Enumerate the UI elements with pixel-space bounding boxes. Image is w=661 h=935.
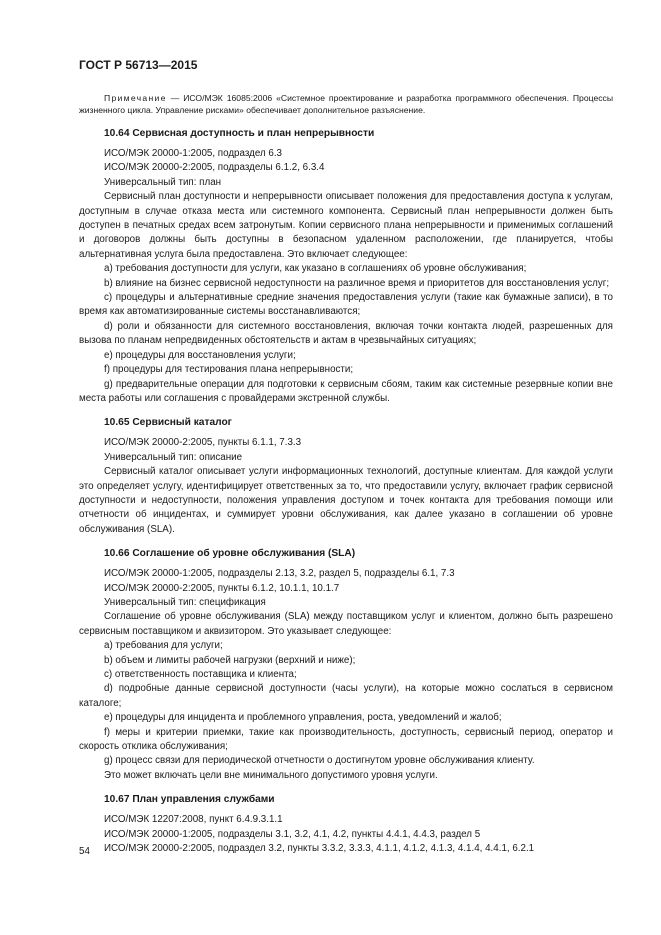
page-content [79, 92, 613, 856]
note-text: — ИСО/МЭК 16085:2006 «Системное проектирование и разработка программного обеспечения. Процессы жизненного цикла. Управление рисками» обеспечивает дополнительное разъяснение. [79, 93, 613, 115]
document-header: ГОСТ Р 56713—2015 [79, 58, 198, 72]
list-item: f) процедуры для тестирования плана непрерывности; [104, 364, 354, 376]
section-title: 10.65 Сервисный каталог [104, 417, 232, 429]
paragraph: ИСО/МЭК 20000-2:2005, подразделы 6.1.2, 6.3.4 [104, 162, 325, 174]
paragraph: ИСО/МЭК 20000-1:2005, подразделы 3.1, 3.2, 4.1, 4.2, пункты 4.4.1, 4.4.3, раздел 5 [104, 828, 481, 840]
list-item: а) требования для услуги; [104, 640, 223, 652]
section-10-65 [79, 416, 613, 537]
list-item: c) процедуры и альтернативные средние значения предоставления услуги (такие как бумажные записи), в то время как автоматизированные системы восстанавливаются; [79, 292, 613, 318]
list-item: b) влияние на бизнес сервисной недоступности на различное время и приоритетов для восстановления услуг; [104, 277, 610, 289]
list-item: c) ответственность поставщика и клиента; [104, 669, 297, 680]
list-item: g) процесс связи для периодической отчетности о достигнутом уровне обслуживания клиенту. [104, 755, 535, 767]
section-10-64 [79, 127, 613, 406]
paragraph: Сервисный каталог описывает услуги информационных технологий, доступные клиентам. Для каждой услуги это определяет услугу, идентифицирует ответственных за то, что предоставили услугу, включает график сервисной доступности и недоступности, положения управления доступом и точек контакта для требования помощи или отчетности об инцидентах, и суммирует уровни обслуживания, как далее указано в соглашении об уровне обслуживания (SLA). [79, 466, 613, 535]
page-number: 54 [79, 846, 90, 857]
list-item: d) подробные данные сервисной доступности (часы услуги), на которые можно сослаться в сервисном каталоге; [79, 683, 613, 709]
section-title: 10.66 Соглашение об уровне обслуживания (SLA) [104, 548, 356, 560]
list-item: e) процедуры для восстановления услуги; [104, 349, 296, 361]
paragraph: ИСО/МЭК 12207:2008, пункт 6.4.9.3.1.1 [104, 814, 283, 826]
paragraph: ИСО/МЭК 20000-2:2005, подраздел 3.2, пункты 3.3.2, 3.3.3, 4.1.1, 4.1.2, 4.1.3, 4.1.4, 4.4.1, 6.2.1 [104, 843, 535, 855]
list-item: b) объем и лимиты рабочей нагрузки (верхний и ниже); [104, 654, 356, 666]
list-item: f) меры и критерии приемки, такие как производительность, доступность, сервисный период, оператор и скорость отклика обслуживания; [79, 726, 613, 753]
paragraph: Это может включать цели вне минимального допустимого уровня услуги. [104, 769, 438, 781]
paragraph: Сервисный план доступности и непрерывности описывает положения для предоставления доступа к услугам, доступным в случае отказа места или системного компонента. Сервисный план непрерывности должен быть доступен в печатных средах всем затронутым. Копии сервисного плана непрерывности и применимых соглашений и договоров должны быть доступны в безопасном удаленном расположении, где планируется, чтобы альтернативная услуга была предоставлена. Это включает следующее: [79, 191, 613, 260]
section-10-67 [79, 793, 613, 856]
paragraph: ИСО/МЭК 20000-2:2005, пункты 6.1.2, 10.1.1, 10.1.7 [104, 582, 340, 594]
paragraph: ИСО/МЭК 20000-1:2005, подразделы 2.13, 3.2, раздел 5, подразделы 6.1, 7.3 [104, 568, 455, 580]
paragraph: Универсальный тип: спецификация [104, 596, 266, 608]
paragraph: Соглашение об уровне обслуживания (SLA) между поставщиком услуг и клиентом, должно быть разрешено сервисным поставщиком и аквизитором. Это указывает следующее: [79, 611, 613, 637]
list-item: g) предварительные операции для подготовки к сервисным сбоям, таким как системные резервные копии вне места работы или соглашения с провайдерами экстренной службы. [79, 378, 613, 404]
list-item: а) требования доступности для услуги, как указано в соглашениях об уровне обслуживания; [104, 263, 527, 275]
section-10-66 [79, 547, 613, 783]
note [79, 92, 613, 116]
section-title: 10.64 Сервисная доступность и план непрерывности [104, 128, 375, 139]
section-title: 10.67 План управления службами [104, 794, 275, 806]
paragraph: Универсальный тип: описание [104, 451, 243, 463]
list-item: e) процедуры для инцидента и проблемного управления, роста, уведомлений и жалоб; [104, 712, 502, 724]
note-label: Примечание [104, 93, 167, 103]
paragraph: ИСО/МЭК 20000-2:2005, пункты 6.1.1, 7.3.3 [104, 437, 302, 449]
list-item: d) роли и обязанности для системного восстановления, включая точки контакта людей, разрешенных для вызова по планам непредвиденных обстоятельств и актам в чрезвычайных ситуациях; [79, 320, 613, 347]
paragraph: Универсальный тип: план [104, 176, 222, 188]
paragraph: ИСО/МЭК 20000-1:2005, подраздел 6.3 [104, 148, 283, 159]
